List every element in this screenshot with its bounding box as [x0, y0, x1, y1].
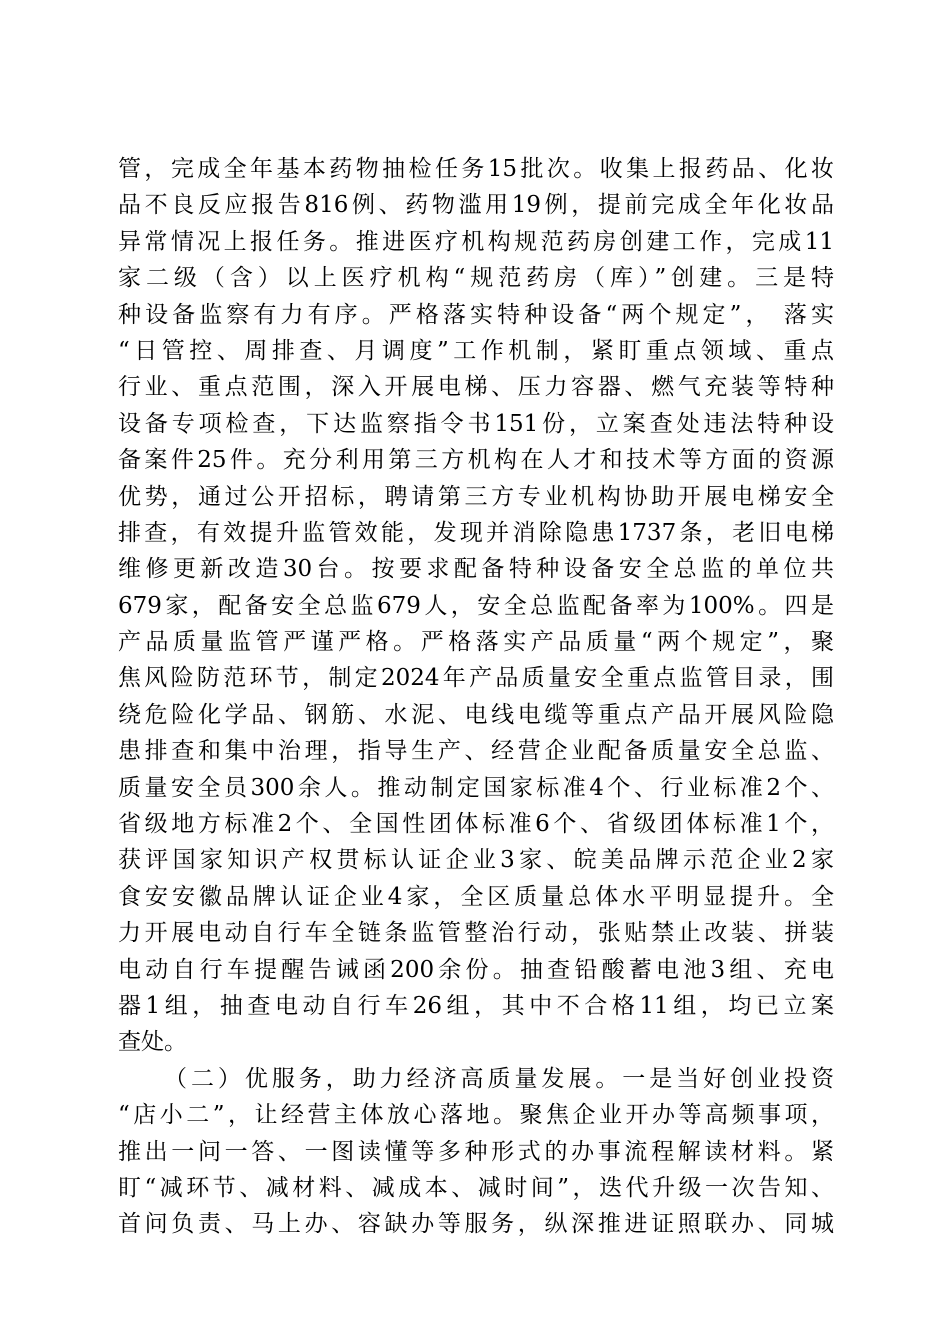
text-line: 备案件25件。充分利用第三方机构在人才和技术等方面的资源 — [118, 447, 834, 474]
text-line: 产品质量监管严谨严格。严格落实产品质量“两个规定”，聚 — [118, 629, 834, 656]
text-line: 电动自行车提醒告诫函200余份。抽查铅酸蓄电池3组、充电 — [118, 956, 834, 983]
text-line: 异常情况上报任务。推进医疗机构规范药房创建工作，完成11 — [118, 228, 834, 255]
text-line: 维修更新改造30台。按要求配备特种设备安全总监的单位共 — [118, 556, 834, 583]
text-line: “日管控、周排查、月调度”工作机制，紧盯重点领域、重点 — [118, 337, 834, 364]
text-line: 质量安全员300余人。推动制定国家标准4个、行业标准2个、 — [118, 774, 834, 801]
text-line: 管，完成全年基本药物抽检任务15批次。收集上报药品、化妆 — [118, 156, 834, 182]
text-line: 力开展电动自行车全链条监管整治行动，张贴禁止改装、拼装 — [118, 920, 834, 947]
text-line: 行业、重点范围，深入开展电梯、压力容器、燃气充装等特种 — [118, 374, 834, 401]
text-line: 获评国家知识产权贯标认证企业3家、皖美品牌示范企业2家 — [118, 847, 834, 874]
text-line: 优势，通过公开招标，聘请第三方专业机构协助开展电梯安全 — [118, 483, 834, 510]
text-line: “店小二”，让经营主体放心落地。聚焦企业开办等高频事项， — [118, 1102, 834, 1129]
body-text — [118, 151, 834, 1243]
text-line: 绕危险化学品、钢筋、水泥、电线电缆等重点产品开展风险隐 — [118, 701, 834, 728]
text-line: 器1组，抽查电动自行车26组，其中不合格11组，均已立案 — [118, 992, 834, 1019]
text-line: 品不良反应报告816例、药物滥用19例，提前完成全年化妆品 — [118, 192, 834, 219]
text-line: 食安安徽品牌认证企业4家，全区质量总体水平明显提升。全 — [118, 883, 834, 910]
text-line: 推出一问一答、一图读懂等多种形式的办事流程解读材料。紧 — [118, 1138, 834, 1165]
text-line: 设备专项检查，下达监察指令书151份，立案查处违法特种设 — [118, 410, 834, 437]
text-line: 盯“减环节、减材料、减成本、减时间”，迭代升级一次告知、 — [118, 1174, 834, 1201]
section-heading-line: （二）优服务，助力经济高质量发展。一是当好创业投资 — [164, 1065, 834, 1092]
text-line: 省级地方标准2个、全国性团体标准6个、省级团体标准1个， — [118, 811, 834, 838]
text-line: 患排查和集中治理，指导生产、经营企业配备质量安全总监、 — [118, 738, 834, 765]
text-line: 查处。 — [118, 1029, 187, 1056]
text-line: 首问负责、马上办、容缺办等服务，纵深推进证照联办、同城 — [118, 1211, 834, 1238]
text-line: 排查，有效提升监管效能，发现并消除隐患1737条，老旧电梯 — [118, 519, 834, 546]
text-line: 种设备监察有力有序。严格落实特种设备“两个规定”， 落实 — [118, 301, 834, 328]
text-line: 家二级（含）以上医疗机构“规范药房（库）”创建。三是特 — [118, 265, 834, 292]
text-line: 焦风险防范环节，制定2024年产品质量安全重点监管目录，围 — [118, 665, 834, 692]
text-line: 679家，配备安全总监679人，安全总监配备率为100%。四是 — [118, 592, 834, 619]
